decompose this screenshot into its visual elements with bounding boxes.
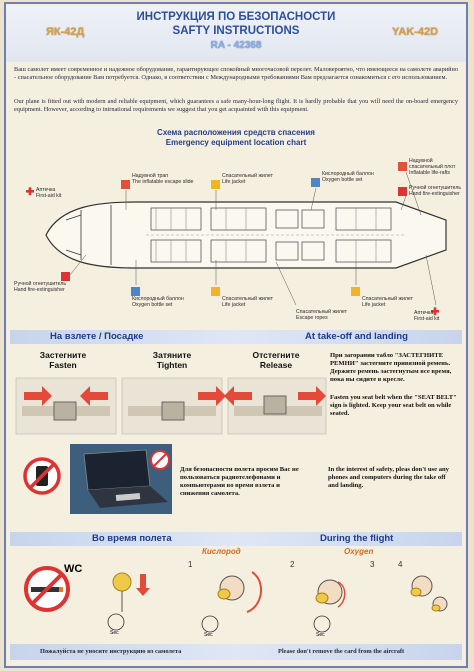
label-extinguisher-bottom: Ручной огнетушитель Hand fire-extinguisher	[14, 281, 67, 293]
extinguisher-marker-aft	[61, 272, 70, 281]
footer-en: Please don't remove the card from the aircraft	[278, 648, 405, 655]
slide-marker	[121, 180, 130, 189]
footer-ru: Пожалуйста не уносите инструкцию из самолета	[40, 648, 182, 655]
safety-card	[4, 2, 468, 668]
chart-title-en: Emergency equipment location chart	[165, 138, 307, 147]
label-firstaid: Аптечка First-aid kit	[36, 187, 62, 199]
label-escape-ropes: Спасательный жилет Escape ropes	[296, 309, 347, 321]
raft-marker	[398, 162, 407, 171]
sec-label-3: Sec	[316, 632, 325, 638]
vest-marker-aft	[211, 287, 220, 296]
devices-text-ru: Для безопасности полета просим Вас не пользоваться радиотелефонами и компьютерами во время взлета и снижения самолета.	[180, 466, 299, 497]
devices-text-en: In the interest of safety, pleas don't use any phones and computers during the take off and landing.	[328, 466, 449, 489]
step-number-1: 1	[188, 560, 193, 569]
seatbelt-text-en: Fasten you seat belt when the "SEAT BELT" sign is lighted. Keep your seat belt on while seated.	[330, 394, 457, 417]
oxygen-marker	[311, 178, 320, 187]
step-number-2: 2	[290, 560, 295, 569]
inflight-title-ru: Во время полета	[92, 533, 172, 544]
oxygen-label-ru: Кислород	[202, 547, 241, 556]
inflight-band	[10, 532, 462, 546]
seatbelt-illustrations	[12, 372, 328, 438]
label-oxygen-top: Кислородный баллон Oxygen bottle set	[322, 171, 374, 183]
step-number-4: 4	[398, 560, 403, 569]
registration: RA - 42368	[210, 40, 262, 51]
footer-band	[10, 644, 462, 660]
fasten-label: Застегните Fasten	[39, 350, 87, 370]
takeoff-title-en: At take-off and landing	[305, 331, 408, 342]
label-firstaid-aft: Аптечка First-aid kit	[414, 310, 440, 322]
no-phone-icon	[22, 456, 62, 496]
aircraft-type-ru: ЯК-42Д	[46, 26, 85, 38]
label-slide: Надувной трап The inflatable escape slide	[132, 173, 194, 185]
label-vest-top: Спасательный жилет Life jacket	[222, 173, 273, 185]
label-oxygen-bottom: Кислородный баллон Oxygen bottle set	[132, 296, 184, 308]
step-number-3: 3	[370, 560, 375, 569]
aircraft-type-en: YAK-42D	[392, 26, 439, 38]
seatbelt-text-ru: При загорании табло "ЗАСТЕГНИТЕ РЕМНИ" застегните привязной ремень. Держите ремень застегнутым все время, пока вы сидите в кресле.	[330, 352, 452, 383]
oxygen-marker-aft	[131, 287, 140, 296]
extinguisher-marker	[398, 187, 407, 196]
wc-label: WC	[64, 563, 83, 575]
vest-marker-aft2	[351, 287, 360, 296]
title-en: SAFTY INSTRUCTIONS	[172, 25, 300, 37]
label-vest-bottom2: Спасательный жилет Life jacket	[362, 296, 413, 308]
intro-en: Our plane is fitted out with modern and reliable equipment, which guarantees a safe many-hour-long flight. It is hardly probable that you will need the on-board emergency equipment. However, according to intrnational requirements we suggest that you get acquainted with this equipment.	[14, 98, 458, 113]
label-vest-bottom: Спасательный жилет Life jacket	[222, 296, 273, 308]
takeoff-title-ru: На взлете / Посадке	[50, 331, 144, 342]
vest-marker	[211, 180, 220, 189]
takeoff-band	[10, 330, 462, 344]
title-ru: ИНСТРУКЦИЯ ПО БЕЗОПАСНОСТИ	[136, 11, 336, 23]
sec-label-1: Sec	[110, 630, 119, 636]
sec-label-2: Sec	[204, 632, 213, 638]
tighten-label: Затяните Tighten	[152, 350, 192, 370]
inflight-title-en: During the flight	[320, 533, 394, 544]
release-label: Отстегните Release	[252, 350, 300, 370]
intro-ru: Ваш самолет имеет современное и надежное оборудование, гарантирующее спокойный многочасовой перелет. Маловероятно, что имеющееся на самолете аварийно - спасательное оборудование Вам потребуется. Однако, в соответствии с Международными требованиями Вам предлагается ознакомиться с его использованием.	[14, 66, 458, 81]
label-extinguisher-top: Ручной огнетушитель Hand fire-extinguisher	[409, 185, 462, 197]
oxygen-label-en: Oxygen	[344, 547, 374, 556]
label-raft: Надувной спасательный плот Inflatable life-rafts	[409, 158, 456, 176]
laptop-photo	[70, 444, 172, 514]
first-aid-icon	[26, 187, 34, 195]
chart-title-ru: Схема расположения средств спасения	[157, 128, 315, 137]
oxygen-mask-steps	[102, 552, 462, 638]
